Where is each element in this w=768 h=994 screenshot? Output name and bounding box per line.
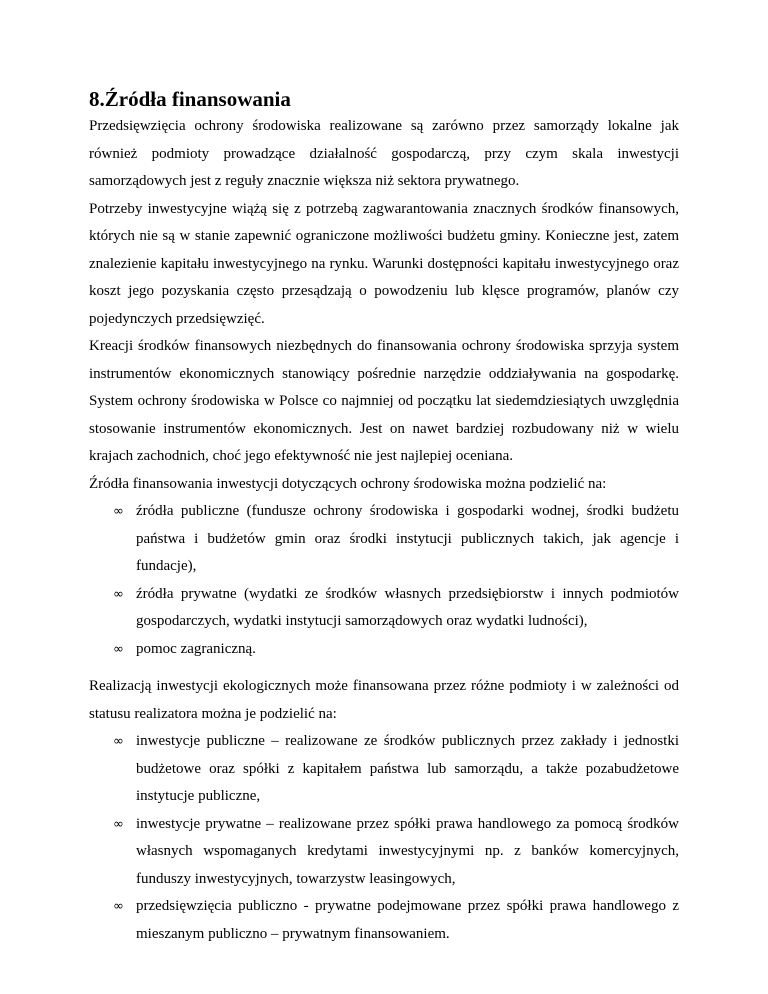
- paragraph-economic-instruments: Kreacji środków finansowych niezbędnych do finansowania ochrony środowiska sprzyja system instrumentów ekonomicznych stanowiący pośrednie narzędzie oddziaływania na gospodarkę. System ochrony środowiska w Polsce co najmniej od początku lat siedemdziesiątych uwzględnia stosowanie instrumentów ekonomicznych. Jest on nawet bardziej rozbudowany niż w wielu krajach zachodnich, choć jego efektywność nie jest najlepiej oceniana.: [89, 338, 679, 464]
- list-item: [89, 498, 679, 581]
- bullet-icon: ∞: [113, 734, 124, 749]
- investments-list: [89, 728, 679, 948]
- list-item-text: inwestycje prywatne – realizowane przez spółki prawa handlowego za pomocą środków własnych wspomaganych kredytami inwestycyjnymi np. z banków komercyjnych, funduszy inwestycyjnych, towarzystw leasingowych,: [136, 815, 679, 887]
- bullet-icon: ∞: [113, 586, 124, 602]
- list-item-text: pomoc zagraniczną.: [136, 640, 256, 657]
- list-item: [89, 893, 679, 948]
- list-item-text: źródła publiczne (fundusze ochrony środowiska i gospodarki wodnej, środki budżetu państwa i budżetów gmin oraz środki instytucji publicznych takich, jak agencje i fundacje),: [136, 503, 679, 574]
- paragraph-sources-intro: Źródła finansowania inwestycji dotyczących ochrony środowiska można podzielić na:: [89, 475, 607, 492]
- paragraph-intro: Przedsięwzięcia ochrony środowiska realizowane są zarówno przez samorządy lokalne jak również podmioty prowadzące działalność gospodarczą, przy czym skala inwestycji samorządowych jest z reguły znacznie większa niż sektora prywatnego.: [89, 118, 679, 189]
- bullet-icon: ∞: [113, 504, 124, 519]
- list-item: [89, 636, 679, 664]
- paragraph-investment-needs: Potrzeby inwestycyjne wiążą się z potrzebą zagwarantowania znacznych środków finansowych, których nie są w stanie zapewnić ograniczone możliwości budżetu gminy. Konieczne jest, zatem znalezienie kapitału inwestycyjnego na rynku. Warunki dostępności kapitału inwestycyjnego oraz koszt jego pozyskania często przesądzają o powodzeniu lub klęsce programów, planów czy pojedynczych przedsięwzięć.: [89, 200, 679, 327]
- list-item-text: inwestycje publiczne – realizowane ze środków publicznych przez zakłady i jednostki budżetowe oraz spółki z kapitałem państwa lub samorządu, a także pozabudżetowe instytucje publiczne,: [136, 733, 679, 804]
- section-heading: 8.Źródła finansowania: [89, 87, 291, 111]
- list-item: [89, 811, 679, 894]
- document-page: [89, 86, 679, 948]
- list-item: [89, 581, 679, 636]
- bullet-icon: ∞: [113, 816, 124, 832]
- list-item-text: przedsięwzięcia publiczno - prywatne podejmowane przez spółki prawa handlowego z mieszanym publiczno – prywatnym finansowaniem.: [136, 898, 679, 942]
- bullet-icon: ∞: [113, 899, 124, 914]
- list-item-text: źródła prywatne (wydatki ze środków własnych przedsiębiorstw i innych podmiotów gospodarczych, wydatki instytucji samorządowych oraz wydatki ludności),: [136, 585, 679, 629]
- list-item: [89, 728, 679, 811]
- bullet-icon: ∞: [113, 641, 124, 657]
- paragraph-realization: Realizacją inwestycji ekologicznych może finansowana przez różne podmioty i w zależności od statusu realizatora można je podzielić na:: [89, 678, 679, 722]
- sources-list: [89, 498, 679, 663]
